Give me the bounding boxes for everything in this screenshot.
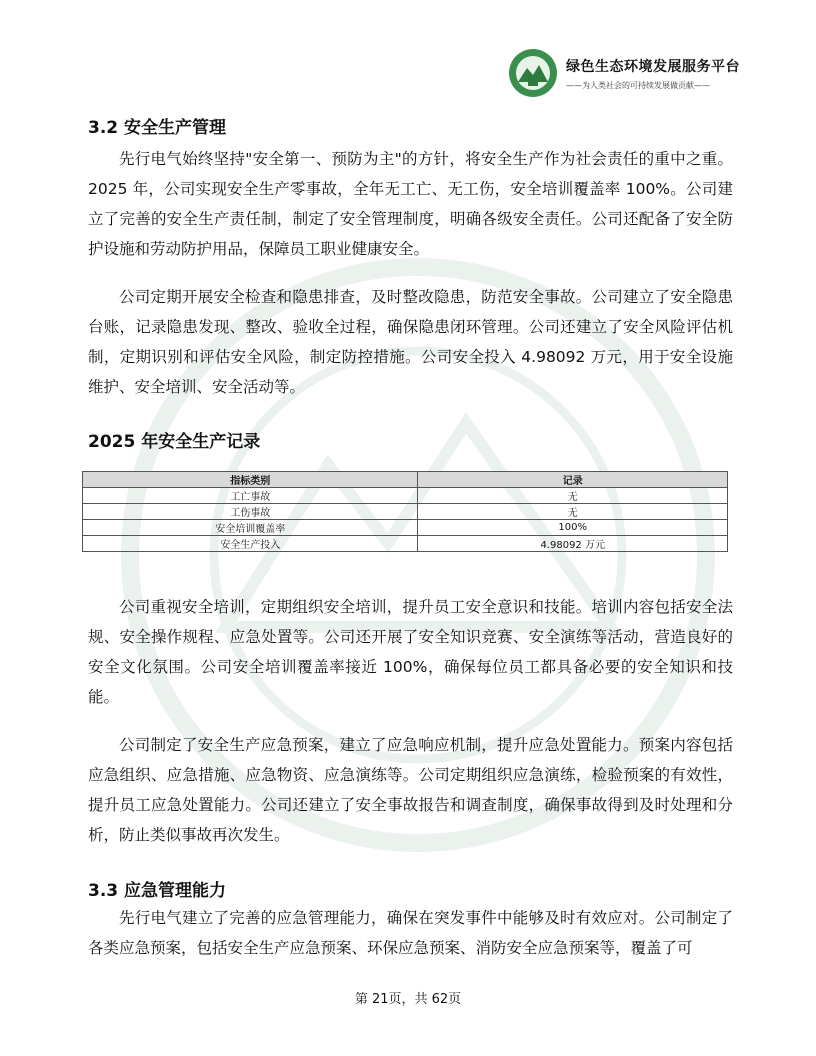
page-number: 第 21页，共 62页 — [354, 992, 462, 1007]
column-header: 指标类别 — [83, 472, 418, 488]
table-cell: 安全培训覆盖率 — [83, 520, 418, 536]
section-heading: 3.2 安全生产管理 — [88, 118, 227, 138]
logo-icon — [508, 48, 558, 98]
table-row — [83, 504, 728, 520]
table-row — [83, 488, 728, 504]
table-cell: 工伤事故 — [83, 504, 418, 520]
paragraph: 公司重视安全培训，定期组织安全培训，提升员工安全意识和技能。培训内容包括安全法规、安全操作规程、应急处置等。公司还开展了安全知识竞赛、安全演练等活动，营造良好的安全文化氛围。公司安全培训覆盖率接近 100%，确保每位员工都具备必要的安全知识和技能。 — [88, 598, 733, 706]
table-cell: 无 — [418, 504, 728, 520]
header-brand — [508, 48, 740, 98]
column-header: 记录 — [418, 472, 728, 488]
table-cell: 无 — [418, 488, 728, 504]
paragraph: 先行电气建立了完善的应急管理能力，确保在突发事件中能够及时有效应对。公司制定了各类应急预案，包括安全生产应急预案、环保应急预案、消防安全应急预案等，覆盖了可 — [88, 909, 733, 957]
paragraph: 公司制定了安全生产应急预案，建立了应急响应机制，提升应急处置能力。预案内容包括应急组织、应急措施、应急物资、应急演练等。公司定期组织应急演练，检验预案的有效性，提升员工应急处置能力。公司还建立了安全事故报告和调查制度，确保事故得到及时处理和分析，防止类似事故再次发生。 — [88, 736, 733, 844]
safety-record-table — [82, 471, 728, 552]
table-cell: 100% — [418, 520, 728, 536]
brand-title: 绿色生态环境发展服务平台 — [566, 58, 740, 75]
table-cell: 4.98092 万元 — [418, 536, 728, 552]
table-row — [83, 520, 728, 536]
table-cell: 安全生产投入 — [83, 536, 418, 552]
table-heading: 2025 年安全生产记录 — [88, 432, 261, 452]
table-row — [83, 536, 728, 552]
table-cell: 工亡事故 — [83, 488, 418, 504]
table-header-row — [83, 472, 728, 488]
section-heading: 3.3 应急管理能力 — [88, 881, 227, 901]
brand-slogan: ——为人类社会的可持续发展做贡献—— — [566, 80, 710, 90]
paragraph: 先行电气始终坚持"安全第一、预防为主"的方针，将安全生产作为社会责任的重中之重。2025 年，公司实现安全生产零事故，全年无工亡、无工伤，安全培训覆盖率 100%。公司建立了完善的安全生产责任制，制定了安全管理制度，明确各级安全责任。公司还配备了安全防护设施和劳动防护用品，保障员工职业健康安全。 — [88, 150, 733, 258]
paragraph: 公司定期开展安全检查和隐患排查，及时整改隐患，防范安全事故。公司建立了安全隐患台账，记录隐患发现、整改、验收全过程，确保隐患闭环管理。公司还建立了安全风险评估机制，定期识别和评估安全风险，制定防控措施。公司安全投入 4.98092 万元，用于安全设施维护、安全培训、安全活动等。 — [88, 288, 733, 396]
